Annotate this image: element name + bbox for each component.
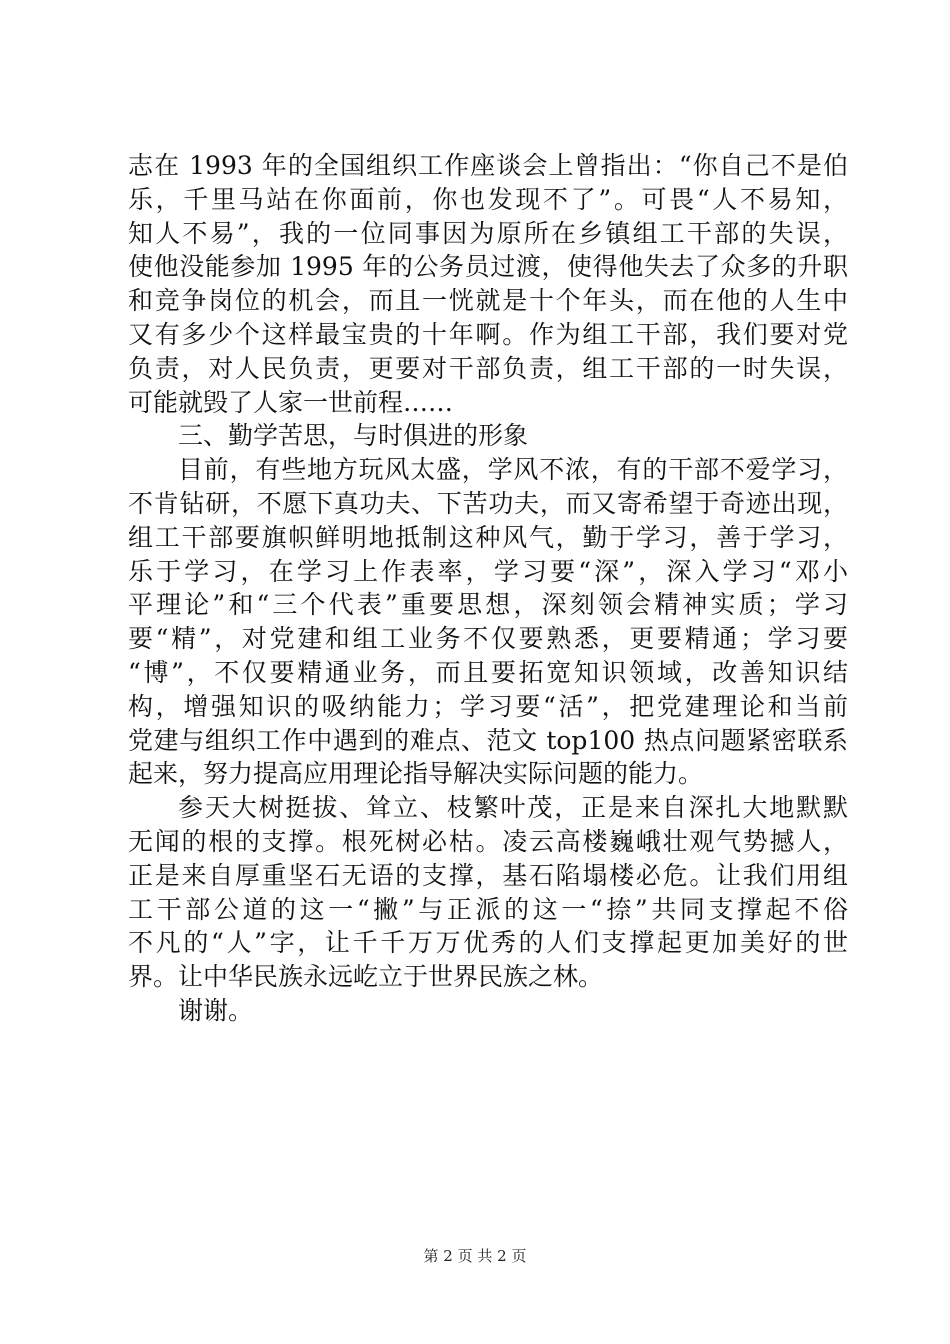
text-line: 界。让中华民族永远屹立于世界民族之林。	[128, 962, 604, 992]
text-line: “博”，不仅要精通业务，而且要拓宽知识领域，改善知识结	[128, 657, 848, 687]
text-line: 构，增强知识的吸纳能力；学习要“活”，把党建理论和当前	[128, 691, 848, 721]
text-line: 不肯钻研，不愿下真功夫、下苦功夫，而又寄希望于奇迹出现，	[128, 488, 848, 518]
document-body	[128, 149, 848, 1028]
text-line: 使他没能参加 1995 年的公务员过渡，使得他失去了众多的升职	[128, 252, 848, 282]
text-line: 乐于学习，在学习上作表率，学习要“深”，深入学习“邓小	[128, 556, 848, 586]
text-line: 乐，千里马站在你面前，你也发现不了”。可畏“人不易知，	[128, 184, 848, 214]
text-line: 可能就毁了人家一世前程……	[128, 387, 454, 417]
text-line: 和竞争岗位的机会，而且一恍就是十个年头，而在他的人生中	[128, 286, 848, 316]
text-line: 参天大树挺拔、耸立、枝繁叶茂，正是来自深扎大地默默	[178, 793, 848, 823]
text-line: 起来，努力提高应用理论指导解决实际问题的能力。	[128, 759, 704, 789]
text-line: 知人不易”，我的一位同事因为原所在乡镇组工干部的失误，	[128, 218, 848, 248]
text-line: 目前，有些地方玩风太盛，学风不浓，有的干部不爱学习，	[178, 455, 848, 485]
text-line: 志在 1993 年的全国组织工作座谈会上曾指出：“你自己不是伯	[128, 151, 848, 180]
text-line: 工干部公道的这一“撇”与正派的这一“捺”共同支撑起不俗	[128, 894, 848, 924]
text-line: 要“精”，对党建和组工业务不仅要熟悉，更要精通；学习要	[128, 624, 848, 654]
closing-line: 谢谢。	[178, 995, 254, 1025]
page-footer: 第 2 页 共 2 页	[423, 1247, 527, 1265]
text-line: 不凡的“人”字，让千千万万优秀的人们支撑起更加美好的世	[128, 928, 848, 958]
text-line: 正是来自厚重坚石无语的支撑，基石陷塌楼必危。让我们用组	[128, 860, 848, 890]
text-line: 负责，对人民负责，更要对干部负责，组工干部的一时失误，	[128, 353, 848, 383]
text-line: 平理论”和“三个代表”重要思想，深刻领会精神实质；学习	[128, 590, 848, 620]
text-line: 组工干部要旗帜鲜明地抵制这种风气，勤于学习，善于学习，	[128, 522, 848, 552]
text-line: 无闻的根的支撑。根死树必枯。凌云高楼巍峨壮观气势撼人，	[128, 826, 848, 856]
text-line: 又有多少个这样最宝贵的十年啊。作为组工干部，我们要对党	[128, 319, 848, 349]
section-heading: 三、勤学苦思，与时俱进的形象	[178, 421, 529, 451]
text-line: 党建与组织工作中遇到的难点、范文 top100 热点问题紧密联系	[128, 725, 848, 755]
